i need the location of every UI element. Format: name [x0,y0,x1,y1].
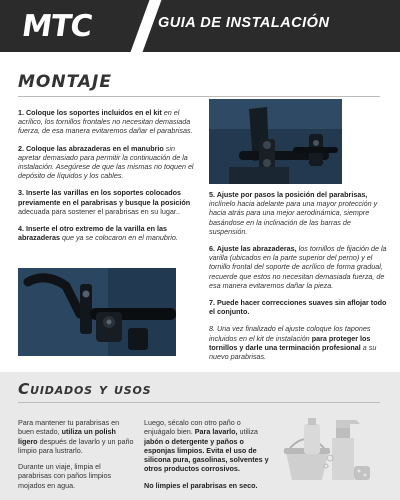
cleaning-supplies-icon [282,414,370,484]
cleaning-supplies-illustration [282,414,370,484]
step-6: 6. Ajuste las abrazaderas, los tornillos de fijación de la varilla (ubicados en la parte superior del perno) y el tornillo frontal del soporte de acrílico de forma gradual, recuerde que estos no necesitan demasiada fuerza, de esa manera evitaremos dañar la pieza. [209,244,387,290]
care-paragraph-3: Luego, sécalo con otro paño o enjuágalo bien. Para lavarlo, utiliza jabón o detergente y paños o esponjas limpios. Evita el uso de silicona pura, gasolinas, solventes y otros productos corrosivos. [144,418,269,474]
photo-windshield-bracket [209,99,342,184]
brand-logo-text: MTC [19,9,94,44]
clamp-illustration [18,268,176,356]
step-5: 5. Ajuste por pasos la posición del parabrisas, inclínelo hacia adelante para una mayor protección y hacia atrás para una mejor aerodinámica, siempre basándose en la inclinación de las barras de suspensión. [209,190,378,236]
steps-right-column [209,190,387,369]
step-2: 2. Coloque las abrazaderas en el manubrio sin apretar demasiado para permitir la continuación de la instalación. Asegúrese de que las mismas no toquen el depósito de líquidos y los cables. [18,143,194,181]
step-7: 7. Puede hacer correcciones suaves sin aflojar todo el conjunto. [209,298,387,317]
care-column-2 [144,418,272,497]
brand-logo [19,9,132,44]
page-title: GUIA DE INSTALACIÓN [158,15,330,31]
bracket-illustration [209,99,342,184]
header-divider [131,0,162,52]
steps-left-column [18,108,194,250]
step-4: 4. Inserte el otro extremo de la varilla en las abrazaderas que ya se colocaron en el manubrio. [18,224,178,243]
section-title-montaje: MONTAJE [18,72,112,92]
care-column-1 [18,418,136,497]
care-paragraph-2: Durante un viaje, limpia el parabrisas con paños limpios mojados en agua. [18,462,112,490]
step-1: 1. Coloque los soportes incluidos en el kit en el acrílico, los tornillos frontales no necesitan demasiada fuerza, de esa manera evitaremos dañar el parabrisas. [18,108,193,136]
care-rule [18,402,380,403]
care-paragraph-4: No limpies el parabrisas en seco. [144,480,258,490]
step-8: 8. Una vez finalizado el ajuste coloque los tapones incluidos en el kit de instalación para proteger los tornillos y darle una terminación profesional a su nuevo parabrisas. [209,324,377,362]
header-bar [0,0,400,52]
section-rule [18,96,380,97]
photo-handlebar-clamp [18,268,176,356]
care-paragraph-1: Para mantener tu parabrisas en buen estado, utiliza un polish ligero después de lavarlo y un paño limpio para lustrarlo. [18,418,134,455]
step-3: 3. Inserte las varillas en los soportes colocados previamente en el parabrisas y busque la posición adecuada para sostener el parabrisas en su lugar.. [18,188,191,216]
section-title-cuidados: Cuidados y usos [18,380,152,398]
